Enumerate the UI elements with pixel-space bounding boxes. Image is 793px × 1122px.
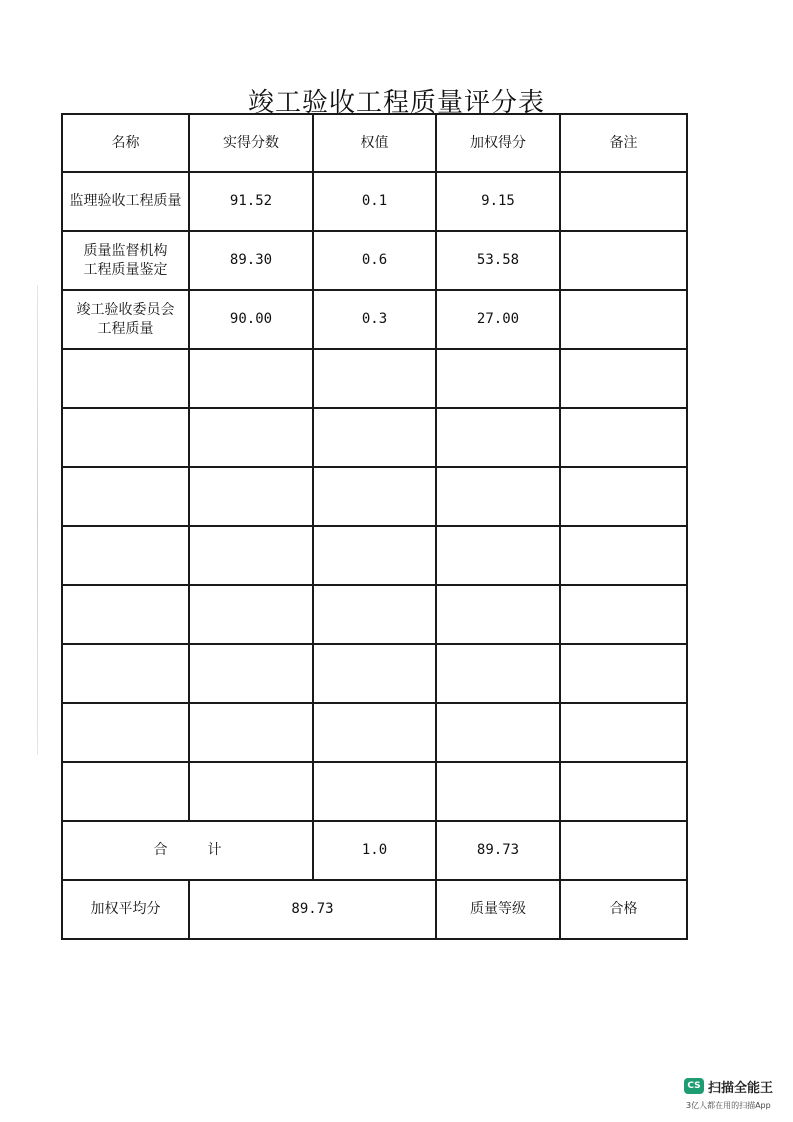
quality-score-table [61, 113, 688, 940]
empty-cell [189, 703, 313, 762]
empty-cell [313, 526, 436, 585]
empty-cell [189, 408, 313, 467]
total-label [62, 821, 313, 880]
watermark-tagline: 3亿人都在用的扫描App [686, 1101, 771, 1110]
empty-cell [189, 526, 313, 585]
empty-cell [189, 762, 313, 821]
empty-cell [313, 703, 436, 762]
summary-row [62, 880, 687, 939]
empty-row [62, 467, 687, 526]
table-row [62, 290, 687, 349]
empty-cell [436, 585, 560, 644]
empty-cell [313, 585, 436, 644]
empty-cell [436, 349, 560, 408]
document-title: 竣工验收工程质量评分表 [247, 88, 545, 118]
row-weight: 0.1 [313, 172, 436, 231]
row-remark [560, 290, 687, 349]
empty-row [62, 585, 687, 644]
empty-cell [560, 349, 687, 408]
empty-cell [560, 408, 687, 467]
empty-row [62, 526, 687, 585]
table-row [62, 231, 687, 290]
empty-cell [436, 408, 560, 467]
header-weighted: 加权得分 [436, 114, 560, 172]
empty-cell [560, 526, 687, 585]
empty-cell [189, 349, 313, 408]
total-weighted: 89.73 [436, 821, 560, 880]
avg-label: 加权平均分 [62, 880, 189, 939]
empty-cell [62, 526, 189, 585]
empty-cell [62, 349, 189, 408]
row-name: 竣工验收委员会 工程质量 [62, 290, 189, 349]
empty-cell [560, 585, 687, 644]
grade-label: 质量等级 [436, 880, 560, 939]
empty-cell [62, 408, 189, 467]
empty-cell [436, 526, 560, 585]
empty-cell [436, 467, 560, 526]
watermark-brand: 扫描全能王 [708, 1081, 774, 1096]
row-score: 90.00 [189, 290, 313, 349]
scanner-watermark [684, 1076, 784, 1116]
empty-row [62, 408, 687, 467]
empty-cell [313, 408, 436, 467]
row-remark [560, 172, 687, 231]
row-remark [560, 231, 687, 290]
table-row [62, 172, 687, 231]
empty-cell [62, 585, 189, 644]
table-header-row [62, 114, 687, 172]
total-weight: 1.0 [313, 821, 436, 880]
empty-cell [560, 467, 687, 526]
empty-cell [560, 644, 687, 703]
empty-cell [62, 467, 189, 526]
empty-cell [189, 644, 313, 703]
row-weighted: 27.00 [436, 290, 560, 349]
scan-edge-mark [37, 285, 38, 755]
row-name: 质量监督机构 工程质量鉴定 [62, 231, 189, 290]
header-remark: 备注 [560, 114, 687, 172]
total-remark [560, 821, 687, 880]
row-weighted: 53.58 [436, 231, 560, 290]
empty-cell [313, 467, 436, 526]
total-label-he: 合 [153, 842, 168, 858]
empty-cell [189, 467, 313, 526]
header-name: 名称 [62, 114, 189, 172]
empty-cell [62, 703, 189, 762]
empty-cell [62, 762, 189, 821]
row-weight: 0.3 [313, 290, 436, 349]
empty-row [62, 762, 687, 821]
total-label-ji: 计 [207, 842, 222, 858]
row-name: 监理验收工程质量 [62, 172, 189, 231]
empty-cell [436, 703, 560, 762]
empty-cell [189, 585, 313, 644]
avg-value: 89.73 [189, 880, 436, 939]
empty-cell [560, 703, 687, 762]
header-weight: 权值 [313, 114, 436, 172]
row-weighted: 9.15 [436, 172, 560, 231]
empty-cell [436, 644, 560, 703]
empty-row [62, 349, 687, 408]
empty-cell [313, 349, 436, 408]
empty-cell [313, 644, 436, 703]
row-score: 91.52 [189, 172, 313, 231]
empty-cell [313, 762, 436, 821]
camscanner-logo-icon: CS [684, 1078, 704, 1094]
grade-value: 合格 [560, 880, 687, 939]
empty-row [62, 703, 687, 762]
header-score: 实得分数 [189, 114, 313, 172]
empty-cell [436, 762, 560, 821]
row-score: 89.30 [189, 231, 313, 290]
row-weight: 0.6 [313, 231, 436, 290]
total-row [62, 821, 687, 880]
empty-cell [62, 644, 189, 703]
empty-cell [560, 762, 687, 821]
empty-row [62, 644, 687, 703]
